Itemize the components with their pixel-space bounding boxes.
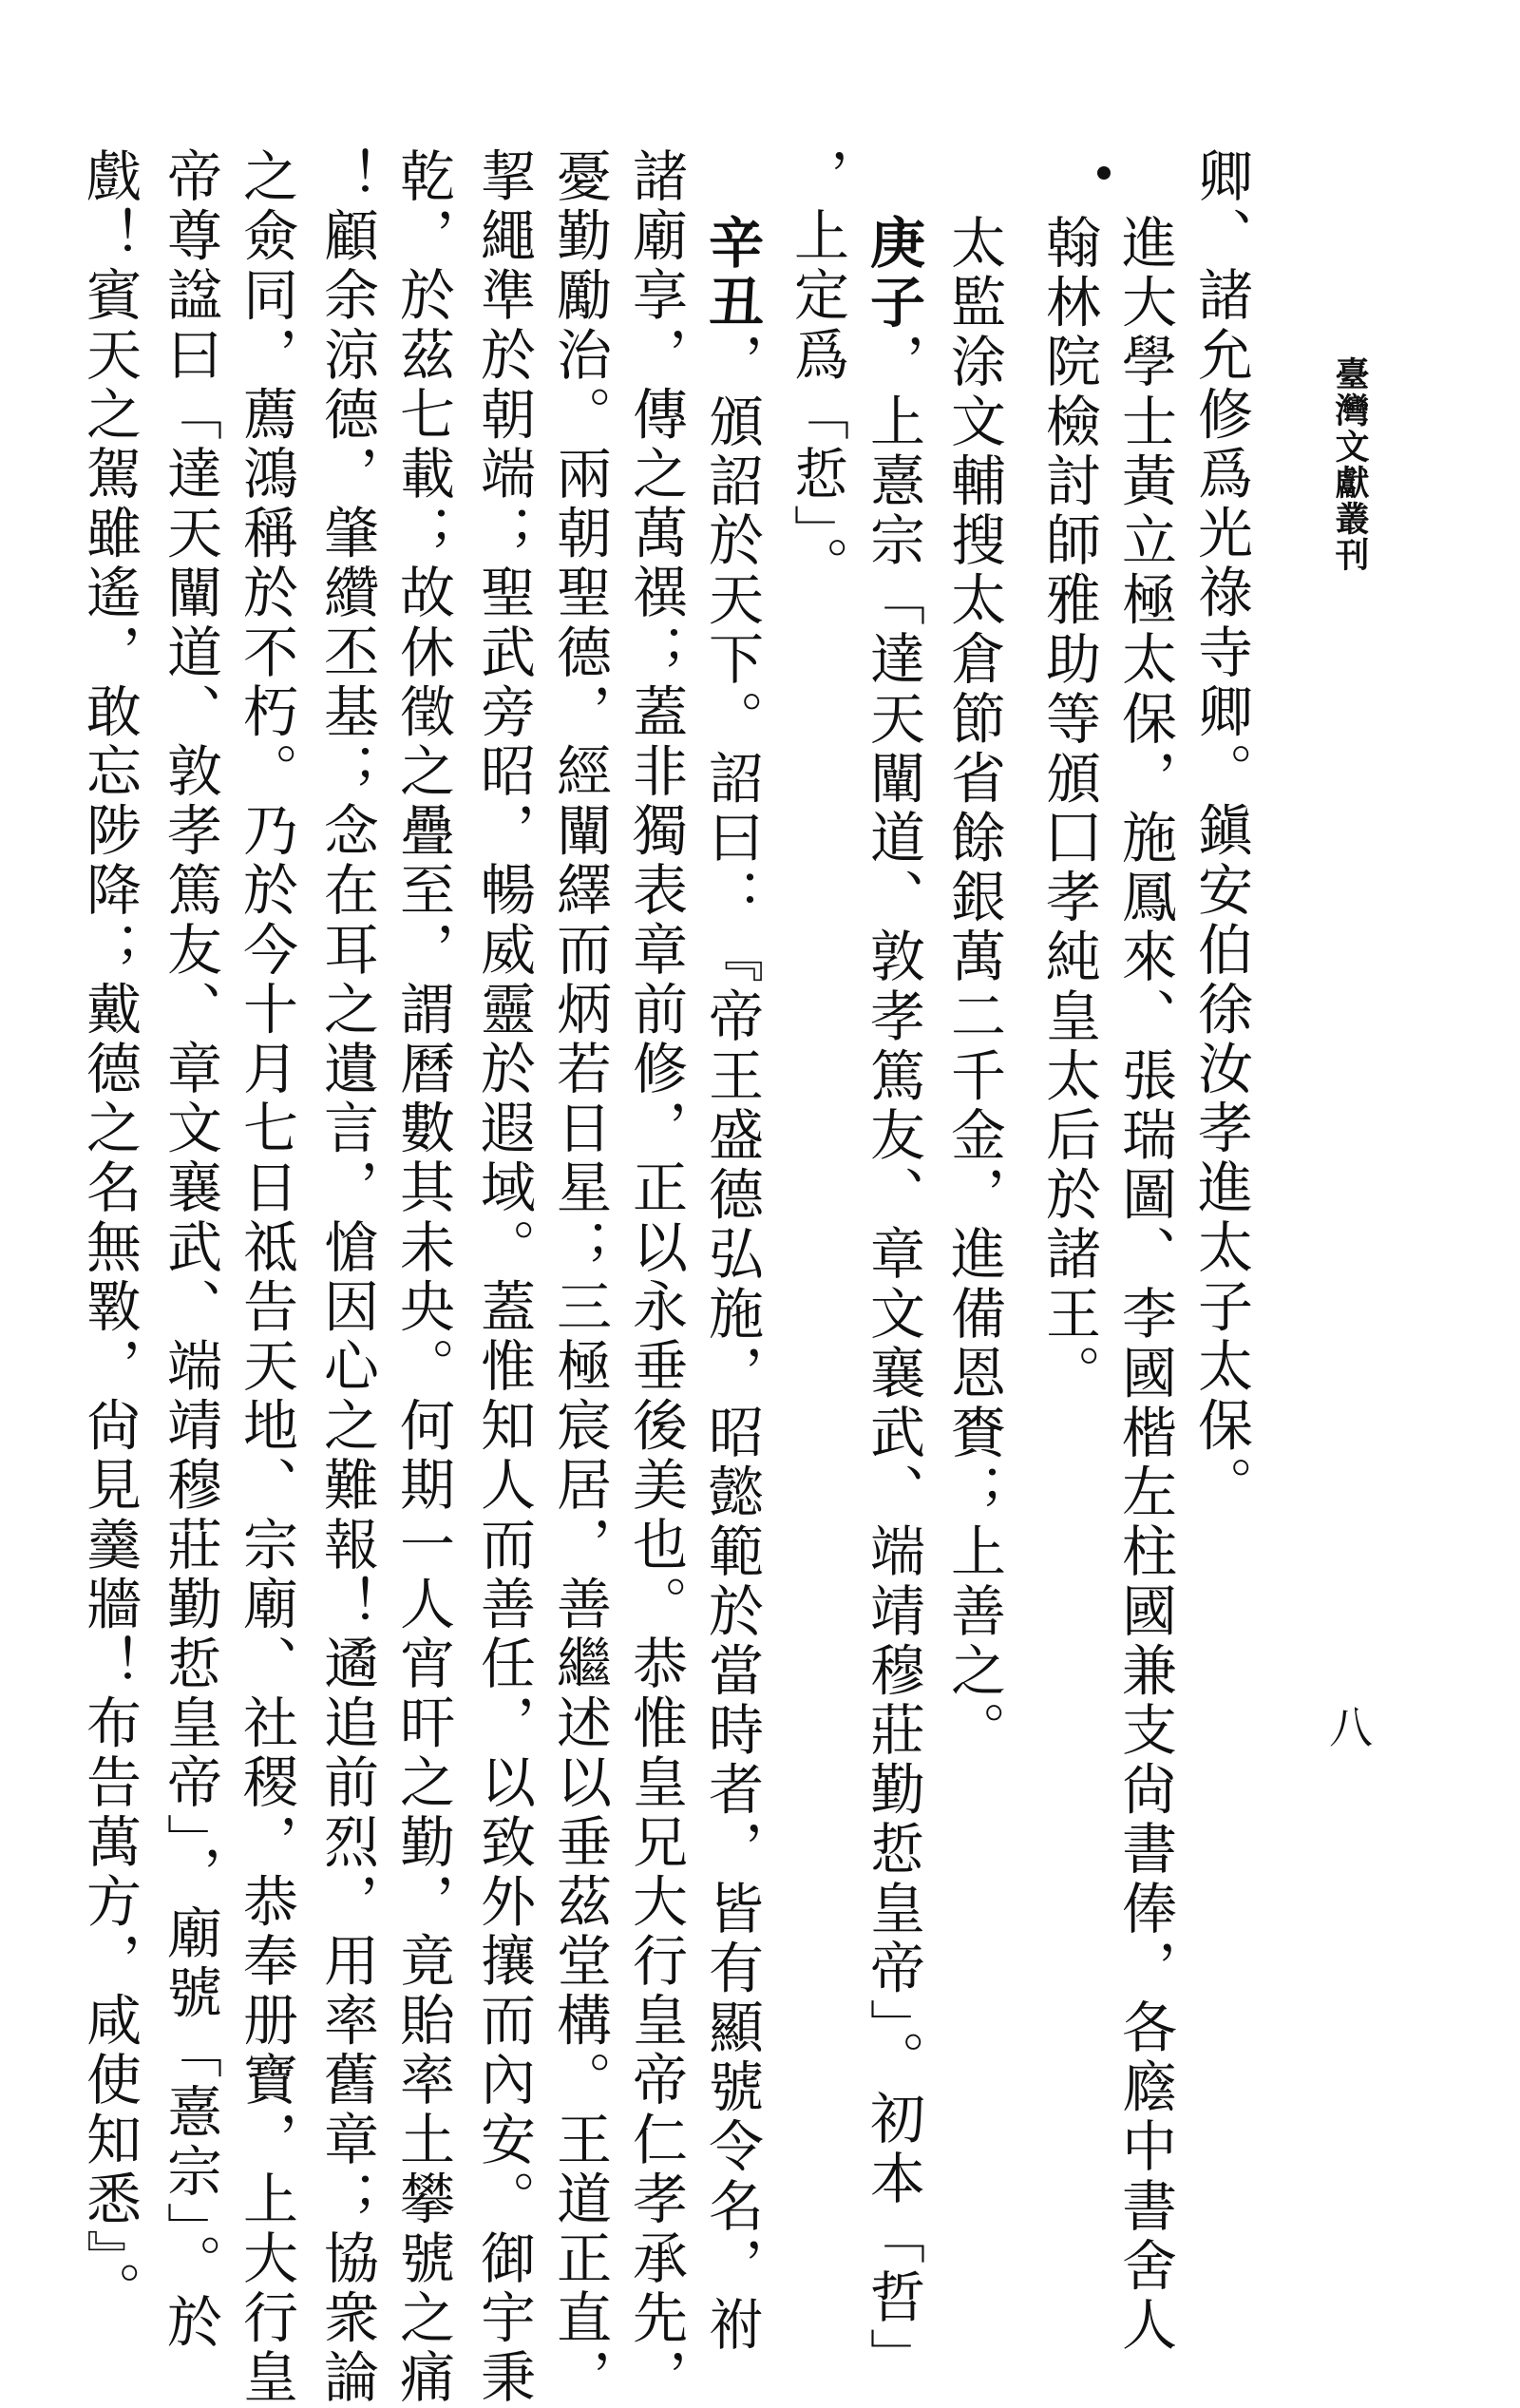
paragraph-bullet	[1097, 166, 1111, 180]
text-column	[1188, 147, 1254, 2095]
column-text: 翰林院檢討師雅助等頒囗孝純皇太后於諸王。	[1036, 214, 1101, 1404]
text-column	[860, 214, 926, 2388]
column-text: ，上定爲「悊」。	[785, 147, 849, 596]
column-text: ！顧余涼德，肇纘丕基；念在耳之遺言，愴因心之難報！遹追前烈，用率舊章；協衆論	[314, 147, 379, 2408]
text-column	[233, 147, 299, 2408]
text-column	[390, 147, 456, 2408]
column-text: 卿、諸允修爲光祿寺卿。鎭安伯徐汝孝進太子太保。	[1188, 147, 1253, 1516]
column-text: 諸廟享，傳之萬禩；蓋非獨表章前修，正以永垂後美也。恭惟皇兄大行皇帝仁孝承先，	[623, 147, 688, 2408]
text-column	[157, 147, 223, 2353]
text-column	[622, 147, 689, 2408]
page-header-title: 臺灣文獻叢刊	[1330, 356, 1369, 573]
column-text: 憂勤勵治。兩朝聖德，經闡繹而炳若日星；三極宸居，善繼述以垂茲堂構。王道正直，	[547, 147, 612, 2408]
text-column	[1112, 214, 1178, 2356]
column-text: 挈繩準於朝端；聖武旁昭，暢威靈於遐域。蓋惟知人而善任，以致外攘而內安。御宇秉	[471, 147, 536, 2408]
text-column	[546, 147, 613, 2408]
text-column	[940, 214, 1007, 2162]
text-column	[784, 147, 850, 2095]
text-column	[470, 147, 537, 2408]
column-text: 進大學士黃立極太保，施鳳來、張瑞圖、李國楷左柱國兼支尙書俸，各廕中書舍人	[1112, 214, 1177, 2356]
text-column	[1036, 214, 1102, 2162]
column-text: 戲！賓天之駕雖遙，敢忘陟降；戴德之名無斁，尙見羹牆！布告萬方，咸使知悉』。	[77, 147, 142, 2322]
text-column	[698, 214, 765, 2356]
column-text: 乾，於茲七載；故休徵之疊至，謂曆數其未央。何期一人宵旰之勤，竟貽率土攀號之痛	[390, 147, 455, 2408]
date-marker: 庚子	[861, 214, 925, 334]
column-text: 太監涂文輔搜太倉節省餘銀萬二千金，進備恩賚；上善之。	[941, 214, 1006, 1761]
text-column	[76, 147, 142, 2322]
page-number: 八	[1329, 1702, 1373, 1753]
column-text: ，頒詔於天下。詔曰：『帝王盛德弘施，昭懿範於當時者，皆有顯號令名，祔	[699, 333, 764, 2356]
column-text: 帝尊諡曰「達天闡道、敦孝篤友、章文襄武、端靖穆莊勤悊皇帝」，廟號「憙宗」。於	[158, 147, 222, 2353]
column-text: ，上憙宗「達天闡道、敦孝篤友、章文襄武、端靖穆莊勤悊皇帝」。初本「哲」	[861, 333, 925, 2388]
column-text: 之僉同，薦鴻稱於不朽。乃於今十月七日祗告天地、宗廟、社稷，恭奉册寶，上大行皇	[234, 147, 298, 2408]
date-marker: 辛丑	[699, 214, 764, 334]
text-column	[314, 147, 380, 2408]
